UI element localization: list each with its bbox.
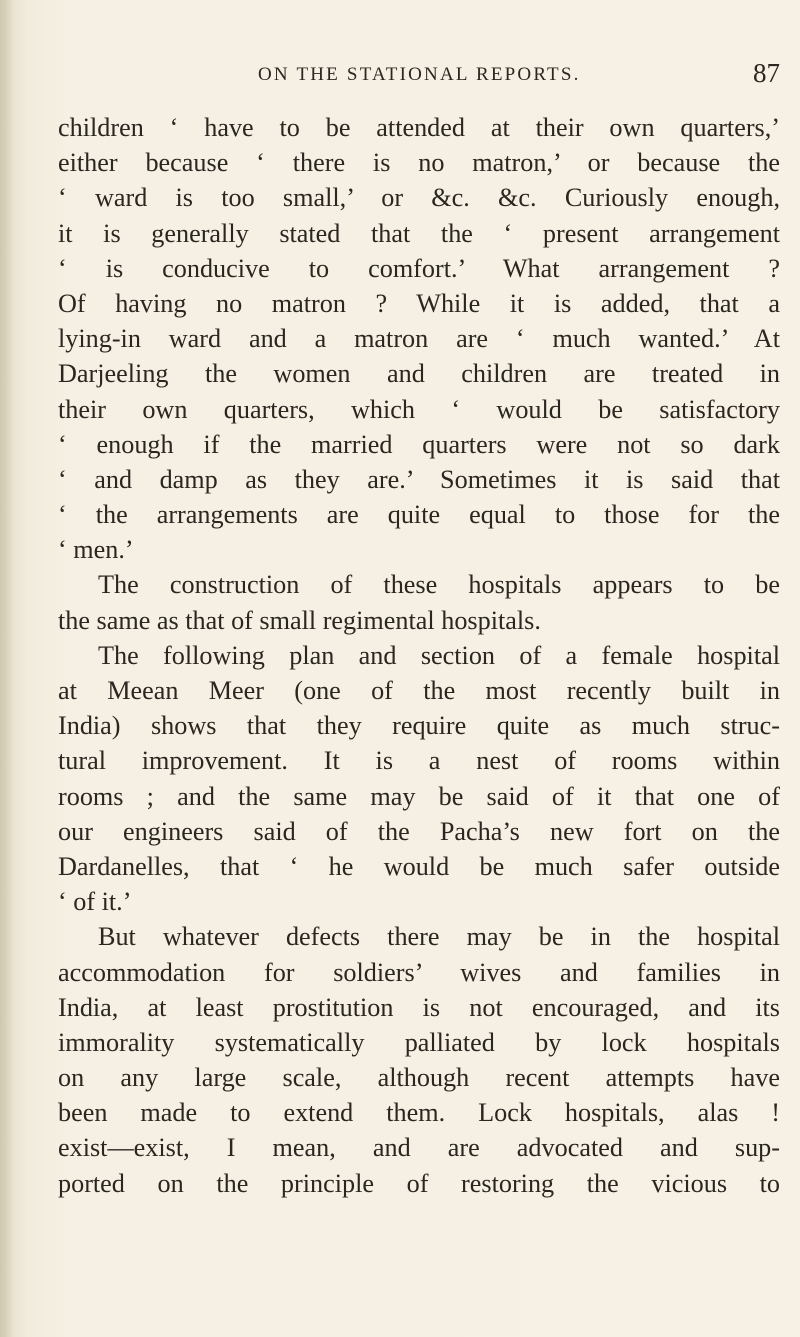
running-head bbox=[58, 58, 780, 94]
text-line: ‘ is conducive to comfort.’ What arrangement ? bbox=[58, 253, 780, 283]
text-line: ported on the principle of restoring the vicious to bbox=[58, 1168, 780, 1198]
body-text bbox=[58, 110, 780, 1201]
text-line: ‘ men.’ bbox=[58, 535, 134, 565]
text-line: their own quarters, which ‘ would be satisfactory bbox=[58, 394, 780, 424]
text-line: ‘ enough if the married quarters were not so dark bbox=[58, 429, 780, 459]
text-line: tural improvement. It is a nest of rooms within bbox=[58, 746, 780, 776]
text-line: But whatever defects there may be in the hospital bbox=[98, 922, 780, 952]
text-line: ‘ of it.’ bbox=[58, 887, 132, 917]
text-line: Dardanelles, that ‘ he would be much safer outside bbox=[58, 851, 780, 881]
text-line: at Meean Meer (one of the most recently built in bbox=[58, 676, 780, 705]
text-line: India) shows that they require quite as much struc- bbox=[58, 711, 780, 741]
text-line: The following plan and section of a female hospital bbox=[98, 640, 780, 670]
text-line: been made to extend them. Lock hospitals, alas ! bbox=[58, 1098, 780, 1128]
text-line: exist—exist, I mean, and are advocated and sup- bbox=[58, 1133, 780, 1163]
text-line: children ‘ have to be attended at their own quarters,’ bbox=[58, 113, 780, 142]
page-number: 87 bbox=[753, 58, 780, 88]
text-line: our engineers said of the Pacha’s new fort on the bbox=[58, 816, 780, 846]
text-line: ‘ and damp as they are.’ Sometimes it is said that bbox=[58, 464, 780, 494]
running-title: ON THE STATIONAL REPORTS. bbox=[258, 64, 581, 85]
text-line: either because ‘ there is no matron,’ or because the bbox=[58, 148, 780, 178]
text-line: India, at least prostitution is not encouraged, and its bbox=[58, 992, 780, 1022]
text-line: The construction of these hospitals appears to be bbox=[98, 570, 780, 600]
text-line: it is generally stated that the ‘ present arrangement bbox=[58, 218, 780, 248]
text-line: ‘ ward is too small,’ or &c. &c. Curiously enough, bbox=[58, 183, 780, 213]
text-line: immorality systematically palliated by lock hospitals bbox=[58, 1027, 780, 1057]
text-line: on any large scale, although recent attempts have bbox=[58, 1063, 780, 1093]
text-line: Of having no matron ? While it is added, that a bbox=[58, 288, 780, 318]
gutter-shadow bbox=[0, 0, 14, 1337]
text-line: Darjeeling the women and children are treated in bbox=[58, 359, 780, 389]
text-line: the same as that of small regimental hospitals. bbox=[58, 605, 541, 635]
text-line: ‘ the arrangements are quite equal to those for the bbox=[58, 500, 780, 530]
text-line: lying-in ward and a matron are ‘ much wanted.’ At bbox=[58, 324, 780, 354]
text-line: rooms ; and the same may be said of it that one of bbox=[58, 781, 780, 811]
text-line: accommodation for soldiers’ wives and families in bbox=[58, 957, 780, 987]
